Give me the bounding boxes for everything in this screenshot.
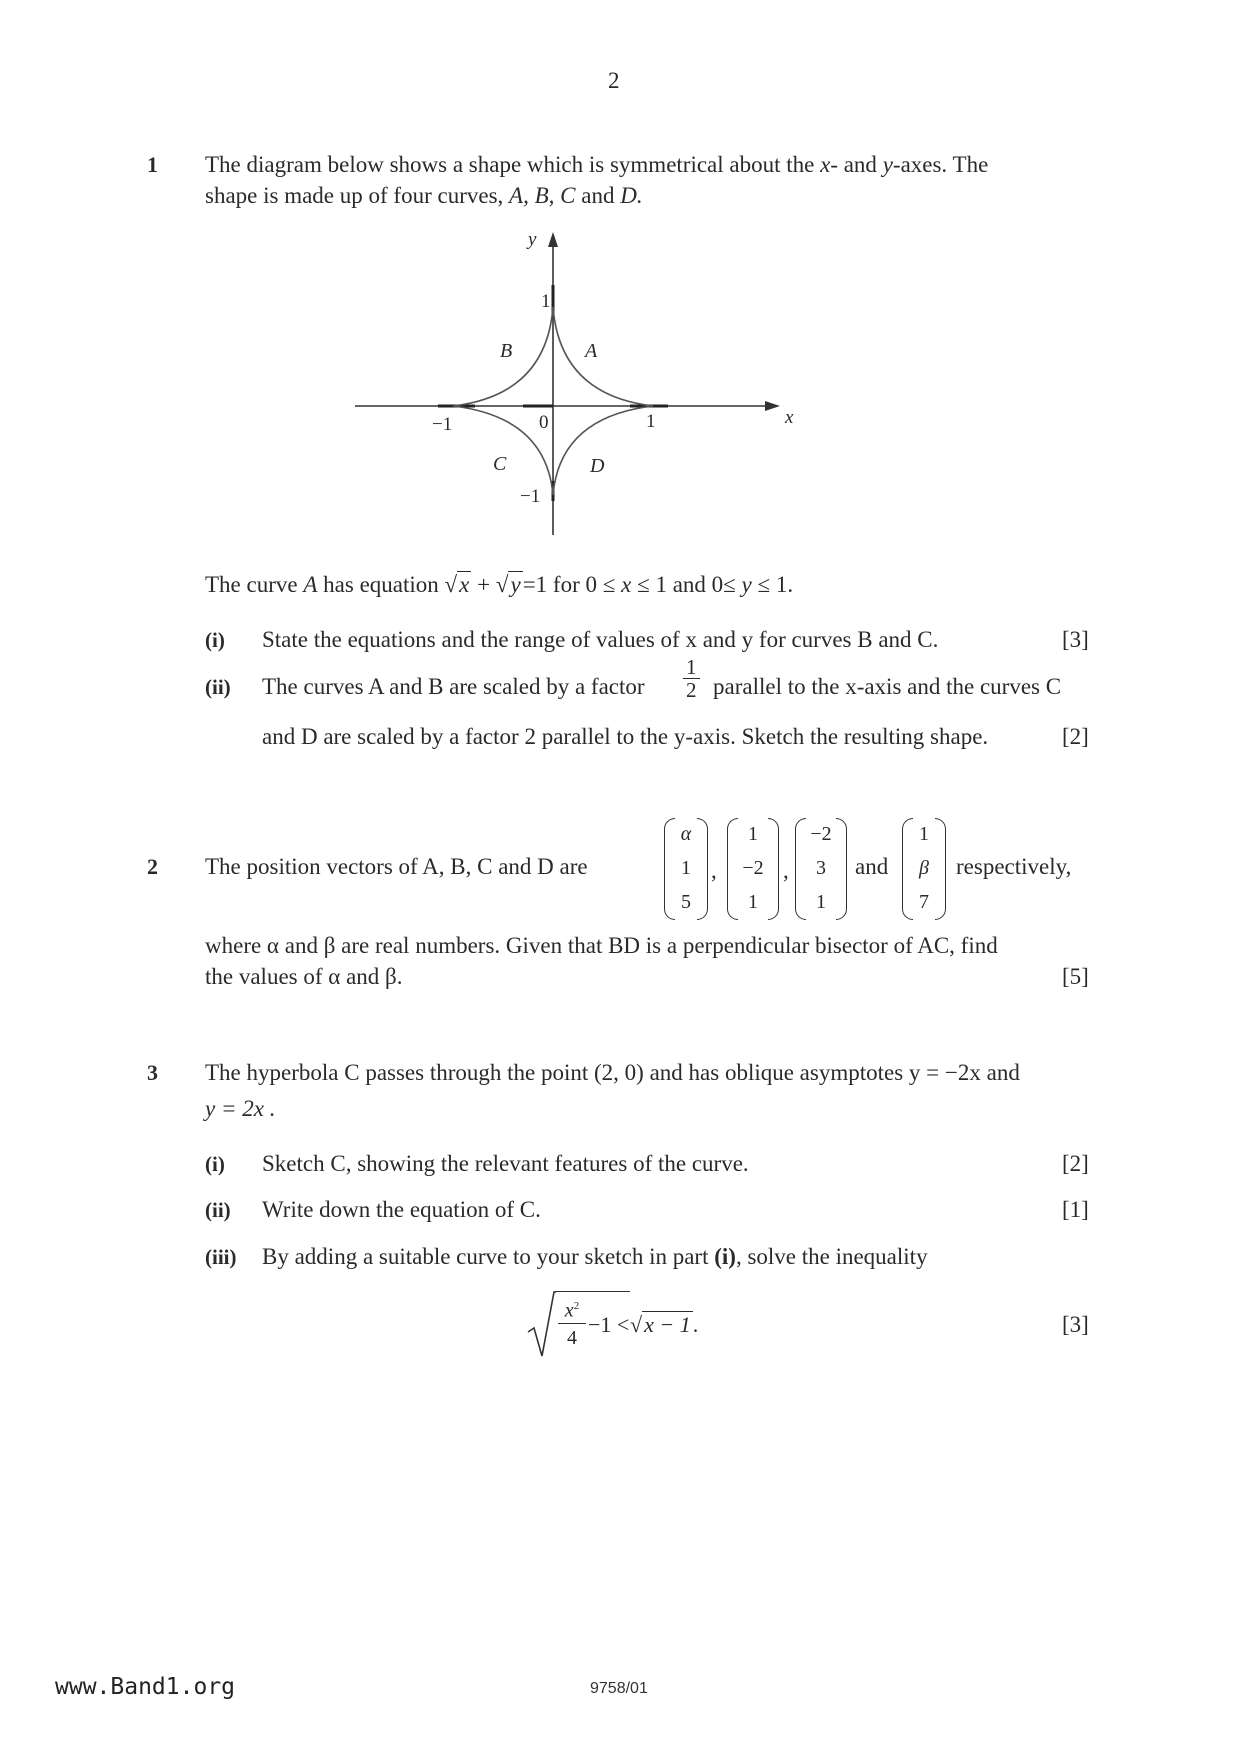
ineq-num-x: x xyxy=(564,1299,574,1322)
q3-part-ii-text: Write down the equation of C. xyxy=(262,1197,541,1222)
q2-text-a: The position vectors of A, B, C and D are xyxy=(205,854,588,879)
x-axis-arrow-icon xyxy=(765,401,780,411)
ineq-denominator: 4 xyxy=(567,1327,577,1349)
q1-part-ii-line1 xyxy=(262,672,645,702)
q1-eq-y: y xyxy=(741,572,752,597)
vector-b-y: −2 xyxy=(742,857,764,879)
q1-eq-x: x xyxy=(621,572,632,597)
ineq-rhs-expr: x − 1 xyxy=(644,1312,691,1337)
curve-a xyxy=(553,307,653,406)
q1-part-ii-fraction xyxy=(683,656,700,701)
vector-b xyxy=(727,818,779,918)
sqrt-icon: √ xyxy=(630,1312,643,1337)
label-x: x xyxy=(785,407,794,428)
label-curve-b: B xyxy=(500,340,513,362)
q2-text-b: where α and β are real numbers. Given that BD is a perpendicular bisector of AC, find xyxy=(205,933,998,958)
q1-eq-sqrt-y: y xyxy=(510,572,521,597)
sqrt-bar xyxy=(555,1291,630,1292)
q1-intro-x: x xyxy=(820,152,831,177)
q2-marks: [5] xyxy=(1062,964,1089,989)
curve-d xyxy=(553,406,653,495)
question-1-number: 1 xyxy=(147,152,158,177)
q1-equation-line xyxy=(205,570,793,600)
sqrt-icon: √ xyxy=(444,572,458,597)
vector-d-y: β xyxy=(919,857,929,879)
inequality xyxy=(526,1290,726,1360)
q1-intro-y: y xyxy=(882,152,893,177)
question-3-number: 3 xyxy=(147,1060,158,1085)
q1-eq-sqrt-x: x xyxy=(459,572,470,597)
vector-a-x: α xyxy=(680,823,692,845)
q1-intro-text-c: -axes. The xyxy=(892,152,989,177)
tick-neg1-y: −1 xyxy=(520,486,541,507)
q1-intro-line2-d: D. xyxy=(620,183,643,208)
q3-part-i-marks: [2] xyxy=(1062,1151,1089,1176)
q1-part-ii-label: (ii) xyxy=(205,675,231,699)
q1-intro-text-a: The diagram below shows a shape which is symmetrical about the xyxy=(205,152,815,177)
q3-part-iii-text-a: By adding a suitable curve to your sketch in part xyxy=(262,1244,709,1269)
q3-part-iii-label: (iii) xyxy=(205,1245,237,1269)
vector-c-x: −2 xyxy=(810,823,832,845)
q1-part-i-text: State the equations and the range of values of x and y for curves B and C. xyxy=(262,627,939,652)
q1-intro-line2-text: shape is made up of four curves, xyxy=(205,183,504,208)
page-number: 2 xyxy=(608,68,620,93)
ineq-numerator xyxy=(558,1294,586,1323)
question-1-intro-line1 xyxy=(205,150,988,180)
q1-eq-curve: A xyxy=(303,572,318,597)
q3-part-ii-label: (ii) xyxy=(205,1198,231,1222)
q1-part-i-marks: [3] xyxy=(1062,627,1089,652)
vector-d xyxy=(902,818,946,918)
vector-a-y: 1 xyxy=(681,857,691,879)
tick-neg1-x: −1 xyxy=(432,414,453,435)
q1-part-ii-text-c: and D are scaled by a factor 2 parallel to the y-axis. Sketch the resulting shape. xyxy=(262,724,989,749)
vector-a xyxy=(664,818,708,918)
big-sqrt-icon xyxy=(526,1290,556,1360)
label-curve-d: D xyxy=(590,455,605,477)
label-curve-c: C xyxy=(493,453,507,475)
vector-c xyxy=(795,818,847,918)
vector-b-x: 1 xyxy=(748,823,758,845)
ineq-fraction-bar xyxy=(558,1323,586,1324)
q1-part-ii-text-b: parallel to the x-axis and the curves C xyxy=(713,674,1062,699)
curve-c xyxy=(453,406,553,495)
vector-a-z: 5 xyxy=(681,891,691,913)
q2-comma-2: , xyxy=(783,858,789,883)
q1-eq-rhs: =1 for 0 ≤ xyxy=(522,572,616,597)
vector-b-z: 1 xyxy=(748,891,758,913)
q2-text-c: the values of α and β. xyxy=(205,964,403,989)
ineq-num-exponent: 2 xyxy=(573,1300,580,1312)
vector-d-x: 1 xyxy=(919,823,929,845)
q1-part-ii-text-a: The curves A and B are scaled by a factor xyxy=(262,674,645,699)
q1-intro-line2-and: and xyxy=(581,183,615,208)
q1-eq-le2: ≤ 1. xyxy=(757,572,794,597)
q2-comma-1: , xyxy=(711,858,717,883)
astroid-diagram xyxy=(340,225,800,540)
label-y: y xyxy=(528,229,537,250)
vector-c-y: 3 xyxy=(816,857,826,879)
q3-text-b: y = 2x . xyxy=(205,1096,276,1121)
q3-part-i-text: Sketch C, showing the relevant features of the curve. xyxy=(262,1151,749,1176)
tick-1-y: 1 xyxy=(541,291,551,312)
origin-label: 0 xyxy=(539,412,549,433)
fraction-numerator: 1 xyxy=(683,656,700,679)
q1-part-ii-marks: [2] xyxy=(1062,724,1089,749)
q1-eq-plus: + xyxy=(477,572,491,597)
q3-part-iii-text xyxy=(262,1242,928,1272)
q1-eq-le1: ≤ 1 and 0≤ xyxy=(637,572,736,597)
question-1-intro-line2 xyxy=(205,181,643,211)
tick-1-x: 1 xyxy=(646,411,656,432)
vector-c-z: 1 xyxy=(816,891,826,913)
q1-eq-text-a: The curve xyxy=(205,572,298,597)
q1-eq-text-b: has equation xyxy=(323,572,439,597)
q3-part-iii-text-b: , solve the inequality xyxy=(735,1244,928,1269)
q3-part-ii-marks: [1] xyxy=(1062,1197,1089,1222)
fraction-denominator: 2 xyxy=(686,678,697,702)
q2-and: and xyxy=(855,854,889,879)
y-axis-arrow-icon xyxy=(548,232,558,247)
q1-intro-line2-curves: A, B, C xyxy=(509,183,576,208)
q3-part-iii-ref: (i) xyxy=(714,1244,736,1269)
q3-part-i-label: (i) xyxy=(205,1152,225,1176)
label-curve-a: A xyxy=(585,340,598,362)
q2-respectively: respectively, xyxy=(956,854,1072,879)
ineq-rhs xyxy=(630,1310,698,1340)
footer-url: www.Band1.org xyxy=(55,1674,236,1700)
ineq-end: . xyxy=(692,1312,699,1337)
q3-text-a: The hyperbola C passes through the point (2, 0) and has oblique asymptotes y = −2x and xyxy=(205,1060,1020,1085)
q3-part-iii-marks: [3] xyxy=(1062,1312,1089,1337)
q1-part-i-label: (i) xyxy=(205,628,225,652)
question-2-number: 2 xyxy=(147,854,158,879)
ineq-minus-less: −1 < xyxy=(588,1312,630,1337)
vector-d-z: 7 xyxy=(919,891,929,913)
sqrt-icon: √ xyxy=(495,572,509,597)
q1-intro-text-b: - and xyxy=(830,152,877,177)
footer-code: 9758/01 xyxy=(590,1680,648,1697)
